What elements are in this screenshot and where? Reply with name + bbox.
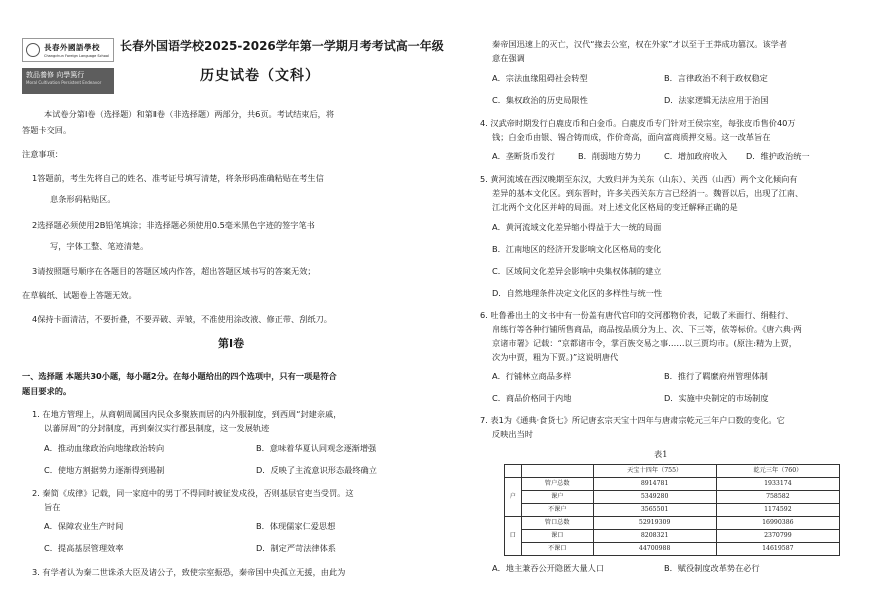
table-title: 表1 [654, 449, 668, 459]
school-seal-icon [26, 43, 40, 57]
q4-option-d: D．维护政治统一 [746, 151, 810, 161]
q3-stem-2: 秦帝国迅速上的灭亡，汉代“掾去公室，权在外家”才以至于王莽成功篡汉。该学者 [492, 39, 788, 49]
table-col-1: 天宝十四年（755） [593, 465, 716, 478]
notice-3a: 3请按照题号顺序在各题目的答题区域内作答，超出答题区域书写的答案无效； [32, 266, 316, 276]
q6-option-b: B．推行了羁縻府州管理体制 [664, 371, 768, 381]
q6-stem-3 [492, 337, 797, 349]
table-group-kou: 口 [505, 517, 522, 556]
q6-option-a: A．行铺林立商品多样 [492, 371, 572, 381]
q2-option-a: A．保障农业生产时间 [44, 521, 124, 531]
table-row [505, 543, 840, 556]
table-row [505, 478, 840, 491]
q5-option-b: B．江南地区的经济开发影响文化区格局的变化 [492, 244, 662, 254]
table-cell: 1174592 [716, 504, 839, 517]
intro-line-1: 本试卷分第Ⅰ卷（选择题）和第Ⅱ卷（非选择题）两部分，共6页。考试结束后，将 [44, 109, 335, 119]
table-col-2: 乾元三年（760） [716, 465, 839, 478]
q5-option-c: C．区域间文化差异会影响中央集权体制的建立 [492, 266, 662, 276]
table-row-label: 课口 [521, 530, 593, 543]
table-row [505, 530, 840, 543]
school-title: 长春外国语学校2025-2026学年第一学期月考考试高一年级 [120, 39, 444, 53]
q6-option-c: C．商品价格同于内地 [492, 393, 572, 403]
table-row-label: 课户 [521, 491, 593, 504]
notice-4: 4保持卡面清洁，不要折叠，不要弄破、弄皱，不准使用涂改液、修正带、刮纸刀。 [32, 314, 332, 324]
table-row-label: 管口总数 [521, 517, 593, 530]
q5-stem-2: 差异的基本文化区。到东晋时，许多关西关东方言已经消一。魏晋以后，出现了江南、 [492, 188, 804, 198]
table-group-hu: 户 [505, 478, 522, 517]
q5-option-d: D．自然地理条件决定文化区的多样性与统一性 [492, 288, 663, 298]
table-cell: 52919309 [593, 517, 716, 530]
table-cell: 14619587 [716, 543, 839, 556]
intro-line-2: 答题卡交回。 [22, 125, 72, 135]
q6-quote: “京都诸市令，掌百族交易之事……以三贾均市。(原注:精为上贾， [557, 338, 797, 348]
q4-option-b: B．削弱地方势力 [578, 151, 641, 161]
q1-option-c: C．使地方割据势力逐渐得到遏制 [44, 465, 165, 475]
logo-motto-en: Moral Cultivation Persistent Endeavor [26, 80, 102, 85]
q3-stem-3: 意在强调 [492, 53, 525, 63]
q7-stem-2: 反映出当时 [492, 429, 533, 439]
logo-name-cn: 長春外國語學校 [44, 43, 100, 52]
q3-option-a: A．宗法血缘阻碍社会转型 [492, 73, 588, 83]
notice-2b: 写，字体工整、笔迹清楚。 [50, 241, 149, 251]
table-cell: 16990386 [716, 517, 839, 530]
q6-stem-4: 次为中贾，粗为下贾。)”这说明唐代 [492, 352, 619, 362]
household-table [504, 464, 840, 556]
q2-stem-2: 旨在 [44, 502, 61, 512]
q4-option-c: C．增加政府收入 [664, 151, 728, 161]
section-instruction-2: 题目要求的。 [22, 386, 72, 396]
table-row-label: 不课户 [521, 504, 593, 517]
q3-option-b: B．言律政治不利于政权稳定 [664, 73, 768, 83]
q1-option-b: B．意味着华夏认同观念逐渐增强 [256, 443, 377, 453]
q4-option-a: A．垄断货币发行 [492, 151, 555, 161]
logo-motto: 敦品養修 向學篤行 [26, 71, 85, 79]
q3-stem-1: 3. 有学者认为秦二世诛杀大臣及诸公子，致使宗室振恐，秦帝国中央孤立无援，由此为 [32, 567, 346, 577]
q2-option-c: C．提高基层管理效率 [44, 543, 124, 553]
table-cell: 8208321 [593, 530, 716, 543]
q7-option-a: A．地主兼吞公开隐匿大量人口 [492, 563, 605, 573]
table-row [505, 491, 840, 504]
q7-stem-1: 7. 表1为《通典·食货七》所记唐玄宗天宝十四年与唐肃宗乾元三年户口数的变化。它 [480, 415, 785, 425]
notice-3b: 在草稿纸、试题卷上答题无效。 [22, 290, 137, 300]
table-row [505, 504, 840, 517]
table-cell: 1933174 [716, 478, 839, 491]
paper-title: 历史试卷（文科） [200, 68, 320, 84]
table-cell: 44700988 [593, 543, 716, 556]
q1-option-a: A．推动血缘政治向地缘政治转向 [44, 443, 165, 453]
q7-option-b: B．赋役制度改革势在必行 [664, 563, 760, 573]
q3-option-d: D．法家逻辑无法应用于治国 [664, 95, 769, 105]
notice-title: 注意事项： [22, 149, 63, 159]
school-logo [22, 38, 114, 94]
q5-stem-3: 江北两个文化区并峙的局面。对上述文化区格局的变迁解释正确的是 [492, 202, 738, 212]
q6-stem-2: 帛练行等各种行铺所售商品，商品按品质分为上、次、下三等，依等标价。《唐六典·两 [492, 324, 802, 334]
q5-option-a: A．黄河流域文化差异缩小得益于大一统的局面 [492, 222, 662, 232]
section-title: 第Ⅰ卷 [218, 337, 245, 350]
q2-stem-1: 2. 秦简《成律》记载，同一家庭中的男丁不得同时被征发戍役，否则基层官吏当受罚。这 [32, 488, 354, 498]
table-cell: 758582 [716, 491, 839, 504]
table-cell: 8914781 [593, 478, 716, 491]
q2-option-b: B．体现儒家仁爱思想 [256, 521, 336, 531]
q1-option-d: D．反映了主流意识形态最终确立 [256, 465, 377, 475]
section-instruction-1: 一、选择题 本题共30小题，每小题2分。在每小题给出的四个选项中，只有一项是符合 [22, 371, 337, 381]
q1-stem-2: 以蕃屏周”的分封制度，再到秦汉实行郡县制度，这一发展轨迹 [44, 423, 270, 433]
q2-option-d: D．制定严苛法律体系 [256, 543, 336, 553]
q6-stem-3a: 京诸市署》记载： [492, 338, 558, 348]
table-cell: 5349280 [593, 491, 716, 504]
q6-stem-1: 6. 吐鲁番出土的文书中有一份盖有唐代官印的交河郡物价表，记载了米面行、绢鞋行、 [480, 310, 794, 320]
table-row-label: 管户总数 [521, 478, 593, 491]
notice-2a: 2选择题必须使用2B铅笔填涂；非选择题必须使用0.5毫米黑色字迹的签字笔书 [32, 220, 315, 230]
q5-stem-1: 5. 黄河流域在西汉晚期至东汉，大致归并为关东（山东）、关西（山西）两个文化倾向有 [480, 174, 798, 184]
notice-1a: 1答题前，考生先将自己的姓名、准考证号填写清楚，将条形码准确粘贴在考生信 [32, 173, 324, 183]
table-header-row [505, 465, 840, 478]
logo-name-en: Changchun Foreign Language School [44, 54, 110, 58]
q6-option-d: D．实施中央制定的市场制度 [664, 393, 769, 403]
notice-1b: 息条形码粘贴区。 [50, 194, 116, 204]
table-cell: 2370799 [716, 530, 839, 543]
table-row-label: 不课口 [521, 543, 593, 556]
table-cell: 3565501 [593, 504, 716, 517]
q1-stem-1: 1. 在地方管理上，从商朝周属国内民众多聚族而居的内外服制度，到西周“封建亲戚， [32, 409, 342, 419]
q3-option-c: C．集权政治的历史局限性 [492, 95, 588, 105]
q4-stem-2: 钱；白金币由银、锡合铸而成，作价奇高，面向富商质押交易。这一改革旨在 [492, 132, 771, 142]
logo-motto-bar [22, 68, 114, 94]
table-row [505, 517, 840, 530]
q4-stem-1: 4. 汉武帝时期发行白鹿皮币和白金币。白鹿皮币专门针对王侯宗室，每张皮币售价40万 [480, 118, 796, 128]
